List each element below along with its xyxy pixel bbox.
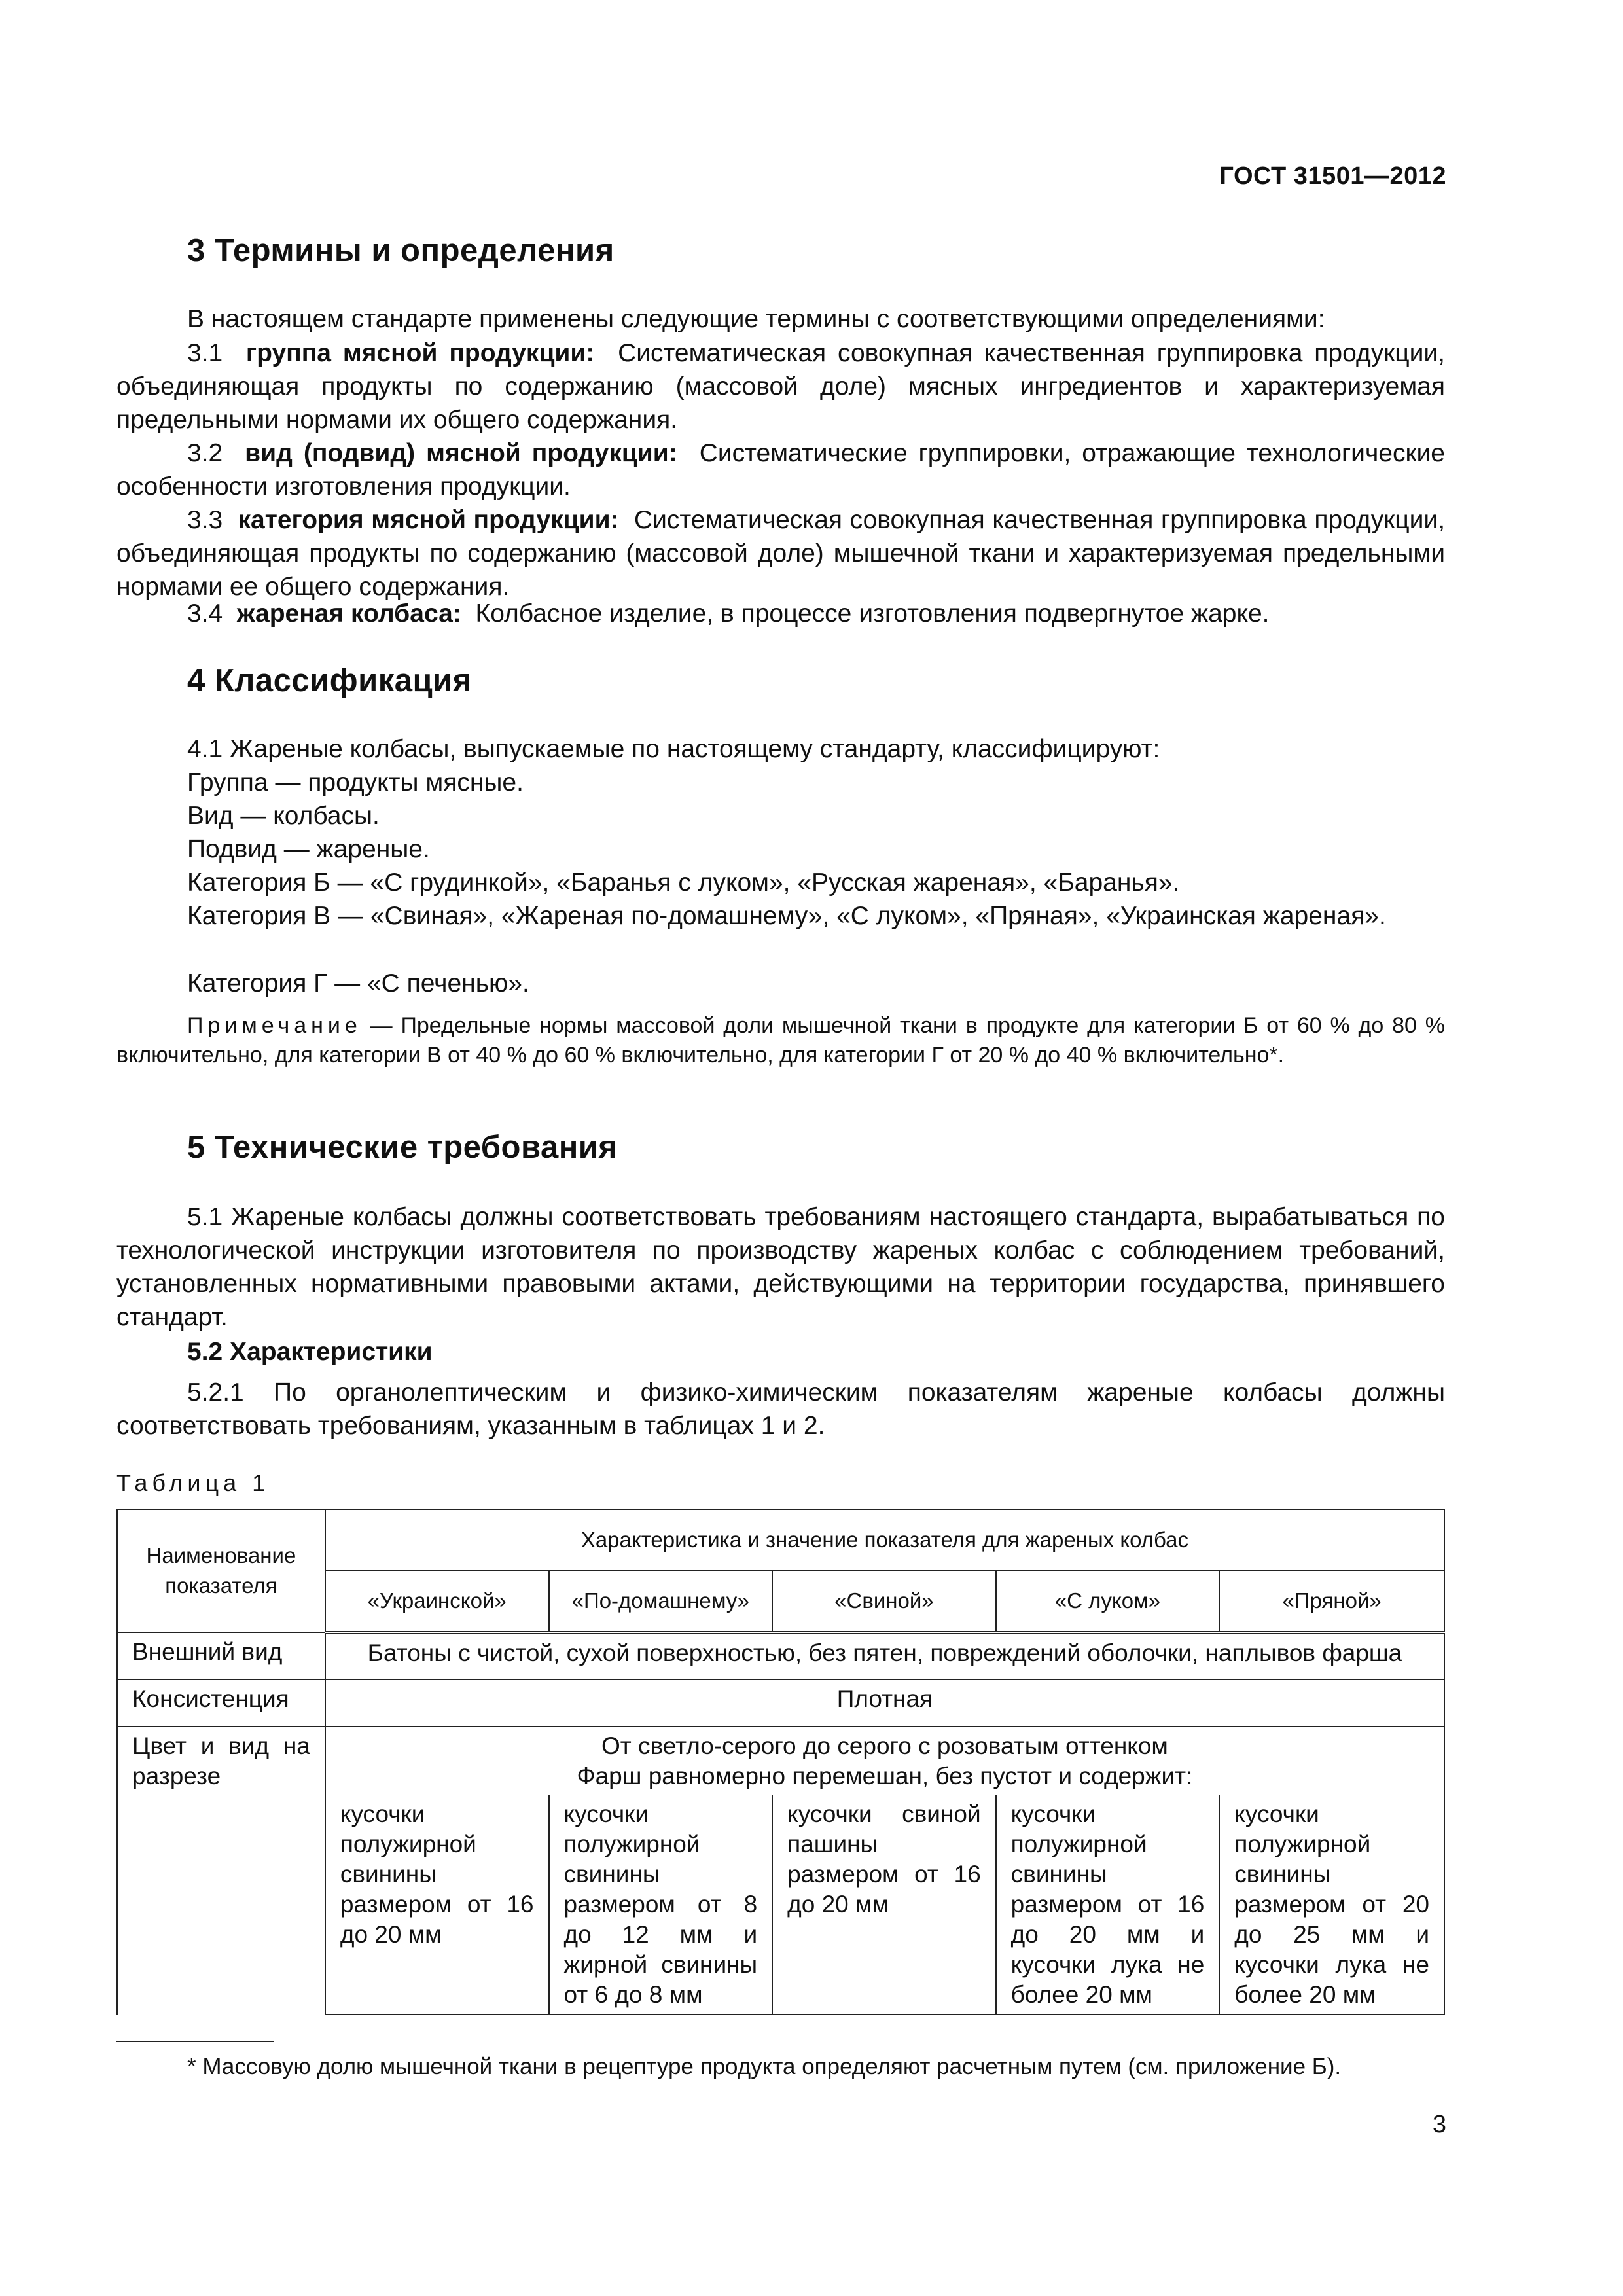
consistency-value: Плотная [325,1679,1444,1727]
category-g-line: Категория Г — «С печенью». [187,969,529,997]
row-label-consistency: Консистенция [117,1679,325,1727]
term-3-1 [116,336,1445,437]
col-header-ukrainian: «Украинской» [325,1571,549,1632]
color-section-common [325,1727,1444,1795]
section-3-intro: В настоящем стандарте применены следующие термины с соответствующими определениями: [187,305,1325,333]
classification-line: Категория Б — «С грудинкой», «Баранья с луком», «Русская жареная», «Баранья». [187,869,1180,897]
row-label-color-section: Цвет и вид на разрезе [117,1727,325,2015]
classification-note [116,1011,1445,1070]
subsection-5-2-heading: 5.2 Характеристики [187,1338,433,1366]
paragraph-5-2-1: 5.2.1 По органолептическим и физико-химическим показателям жареные колбасы должны соответствовать требованиям, указанным в таблицах 1 и 2. [116,1378,1445,1440]
document-code: ГОСТ 31501—2012 [1219,162,1446,190]
term-definition: Систематическая совокупная качественная группировка продукции, объединяющая продукты по содержанию (массовой доле) мясных ингредиентов и характеризуемая предельными нормами их общего содержания. [116,339,1446,434]
classification-line: Подвид — жареные. [187,835,430,863]
mince-line: Фарш равномерно перемешан, без пустот и содержит: [577,1763,1193,1789]
col-header-homestyle: «По-домашнему» [549,1571,773,1632]
col-header-pork: «Свиной» [772,1571,996,1632]
term-definition: Систематическая совокупная качественная группировка продукции, объединяющая продукты по содержанию (массовой доле) мышечной ткани и характеризуемая предельными нормами ее общего содержания. [116,506,1446,601]
note-text: — Предельные нормы массовой доли мышечной ткани в продукте для категории Б от 60 % до 80 % включительно, для категории В от 40 % до 60 % включительно, для категории Г от 20 % до 40 % включительно*. [116,1013,1445,1067]
section-4-heading: 4 Классификация [187,663,472,698]
color-line: От светло-серого до серого с розоватым оттенком [601,1732,1168,1759]
characteristics-table [116,1509,1445,2015]
term-name: группа мясной продукции: [245,339,595,367]
col-header-spicy: «Пряной» [1219,1571,1444,1632]
classification-line: Группа — продукты мясные. [187,768,524,797]
category-v-line: Категория В — «Свиная», «Жареная по-домашнему», «С луком», «Пряная», «Украинская жареная». [187,902,1386,930]
section-4-intro: 4.1 Жареные колбасы, выпускаемые по настоящему стандарту, классифицируют: [187,735,1160,763]
inclusions-ukrainian: кусочки полужирной свинины размером от 16 до 20 мм [325,1795,549,2015]
term-definition: Колбасное изделие, в процессе изготовления подвергнутое жарке. [475,600,1270,628]
term-name: жареная колбаса: [236,600,461,628]
term-number: 3.1 [187,339,223,367]
page-number: 3 [1432,2111,1446,2138]
col-header-indicator-name: Наименование показателя [117,1509,325,1632]
paragraph-5-1: 5.1 Жареные колбасы должны соответствовать требованиям настоящего стандарта, вырабатываться по технологической инструкции изготовителя по производству жареных колбас с соблюдением требований, установленных нормативными правовыми актами, действующими на территории государства, принявшего стандарт. [116,1203,1445,1331]
group-header: Характеристика и значение показателя для жареных колбас [325,1509,1444,1571]
footnote-divider [116,2041,274,2042]
col-header-onion: «С луком» [996,1571,1220,1632]
term-name: вид (подвид) мясной продукции: [245,439,677,467]
footnote: * Массовую долю мышечной ткани в рецептуре продукта определяют расчетным путем (см. приложение Б). [187,2054,1342,2079]
section-3-heading: 3 Термины и определения [187,233,615,268]
inclusions-pork: кусочки свиной пашины размером от 16 до 20 мм [772,1795,996,2015]
inclusions-homestyle: кусочки полужирной свинины размером от 8 до 12 мм и жирной свинины от 6 до 8 мм [549,1795,773,2015]
table-caption: Таблица 1 [116,1469,270,1496]
inclusions-spicy: кусочки полужирной свинины размером от 20 до 25 мм и кусочки лука не более 20 мм [1219,1795,1444,2015]
classification-line: Вид — колбасы. [187,802,380,830]
term-name: категория мясной продукции: [238,506,619,534]
appearance-value: Батоны с чистой, сухой поверхностью, без пятен, повреждений оболочки, наплывов фарша [325,1632,1444,1679]
term-definition: Систематические группировки, отражающие технологические особенности изготовления продукции. [116,439,1445,501]
term-number: 3.3 [187,506,223,534]
term-3-2 [116,437,1445,503]
term-number: 3.4 [187,600,223,628]
row-label-appearance: Внешний вид [117,1632,325,1679]
term-3-4 [116,597,1445,630]
section-5-heading: 5 Технические требования [187,1130,618,1165]
term-number: 3.2 [187,439,223,467]
term-3-3 [116,503,1445,603]
note-label: Примечание [187,1013,362,1038]
inclusions-onion: кусочки полужирной свинины размером от 16 до 20 мм и кусочки лука не более 20 мм [996,1795,1220,2015]
